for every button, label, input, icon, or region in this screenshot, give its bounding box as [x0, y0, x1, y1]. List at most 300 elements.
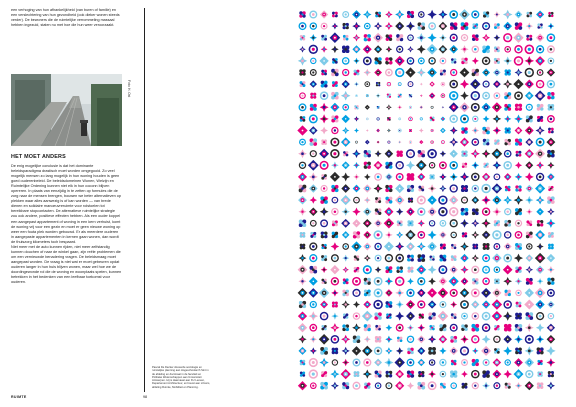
- pattern-motif: [472, 34, 479, 41]
- pattern-motif: [331, 312, 338, 319]
- pattern-motif: [363, 301, 371, 309]
- pattern-motif: [384, 218, 394, 228]
- pattern-motif: [461, 313, 468, 320]
- pattern-motif: [342, 46, 349, 53]
- pattern-motif: [427, 149, 437, 159]
- pattern-motif: [493, 115, 502, 124]
- pattern-motif: [364, 324, 371, 331]
- pattern-motif: [546, 358, 555, 367]
- pattern-motif: [515, 11, 523, 19]
- pattern-motif: [366, 118, 369, 121]
- pattern-motif: [503, 254, 512, 263]
- pattern-motif: [461, 185, 468, 192]
- pattern-motif: [330, 149, 339, 158]
- pattern-motif: [331, 208, 339, 216]
- pattern-motif: [354, 267, 360, 273]
- pattern-motif: [514, 115, 523, 124]
- pattern-motif: [493, 358, 501, 366]
- pattern-motif: [342, 104, 349, 111]
- pattern-motif: [405, 230, 415, 240]
- pattern-motif: [546, 219, 555, 228]
- pattern-motif: [364, 34, 371, 41]
- pattern-motif: [515, 220, 522, 227]
- pattern-motif: [377, 141, 380, 144]
- pattern-motif: [419, 128, 424, 133]
- pattern-motif: [525, 45, 535, 55]
- pattern-motif: [482, 312, 491, 321]
- pattern-motif: [332, 58, 338, 64]
- pattern-motif: [471, 103, 480, 112]
- pattern-motif: [481, 184, 491, 194]
- pattern-motif: [299, 92, 306, 99]
- pattern-motif: [309, 207, 318, 216]
- pattern-motif: [472, 116, 479, 123]
- pattern-motif: [385, 231, 393, 239]
- pattern-motif: [341, 137, 350, 146]
- pattern-motif: [505, 127, 511, 133]
- pattern-motif: [375, 150, 382, 157]
- pattern-motif: [310, 34, 317, 41]
- pattern-motif: [537, 360, 542, 365]
- pattern-motif: [407, 370, 414, 377]
- pattern-motif: [450, 289, 458, 297]
- pattern-motif: [395, 312, 404, 321]
- pattern-motif: [471, 266, 479, 274]
- pattern-motif: [493, 161, 502, 170]
- pattern-motif: [438, 288, 448, 298]
- pattern-motif: [406, 207, 414, 215]
- pattern-motif: [504, 220, 511, 227]
- pattern-motif: [332, 23, 339, 30]
- pattern-motif: [385, 277, 393, 285]
- pattern-motif: [503, 277, 512, 286]
- pattern-motif: [406, 21, 415, 30]
- pattern-motif: [321, 371, 327, 377]
- pattern-motif: [331, 335, 340, 344]
- pattern-motif: [319, 358, 328, 367]
- pattern-motif: [362, 311, 373, 322]
- pattern-motif: [460, 335, 468, 343]
- pattern-motif: [297, 125, 307, 135]
- pattern-motif: [332, 232, 338, 238]
- pattern-motif: [514, 56, 524, 66]
- pattern-motif: [405, 67, 415, 77]
- pattern-motif: [363, 219, 372, 228]
- pattern-motif: [375, 382, 382, 389]
- pattern-motif: [298, 56, 307, 65]
- pattern-motif: [439, 185, 446, 192]
- pattern-motif: [417, 254, 425, 262]
- pattern-motif: [364, 289, 371, 296]
- pattern-motif: [310, 196, 317, 203]
- pattern-motif: [472, 359, 479, 366]
- pattern-motif: [374, 173, 382, 181]
- pattern-motif: [330, 172, 340, 182]
- pattern-motif: [450, 370, 457, 377]
- pattern-motif: [352, 358, 360, 366]
- pattern-motif: [406, 161, 415, 170]
- pattern-motif: [439, 45, 448, 54]
- pattern-motif: [525, 149, 534, 158]
- pattern-motif: [407, 382, 414, 389]
- pattern-motif: [300, 244, 306, 250]
- pattern-motif: [331, 162, 339, 170]
- pattern-motif: [419, 140, 423, 144]
- pattern-motif: [438, 311, 449, 322]
- pattern-motif: [462, 383, 468, 389]
- pattern-motif: [374, 69, 382, 77]
- pattern-motif: [353, 197, 360, 204]
- pattern-motif: [354, 82, 359, 87]
- pattern-motif: [525, 323, 534, 332]
- pattern-motif: [374, 288, 383, 297]
- pattern-motif: [321, 266, 328, 273]
- pattern-motif: [310, 150, 317, 157]
- pattern-motif: [504, 115, 511, 122]
- pattern-motif: [547, 324, 555, 332]
- pattern-motif: [407, 359, 415, 367]
- pattern-motif: [482, 278, 490, 286]
- pattern-motif: [460, 114, 469, 123]
- pattern-motif: [309, 172, 318, 181]
- pattern-motif: [526, 185, 533, 192]
- pattern-motif: [493, 382, 500, 389]
- pattern-motif: [395, 184, 404, 193]
- pattern-motif: [298, 323, 307, 332]
- pattern-motif: [364, 23, 371, 30]
- pattern-motif: [352, 219, 360, 227]
- pattern-motif: [503, 370, 511, 378]
- pattern-motif: [460, 288, 469, 297]
- pattern-motif: [387, 82, 391, 86]
- pattern-motif: [395, 10, 404, 19]
- pattern-motif: [428, 22, 436, 30]
- pattern-motif: [460, 242, 469, 251]
- pattern-motif: [493, 126, 501, 134]
- pattern-motif: [363, 10, 372, 19]
- pattern-motif: [342, 11, 349, 18]
- pattern-motif: [396, 34, 403, 41]
- pattern-motif: [482, 69, 490, 77]
- pattern-motif: [417, 277, 425, 285]
- pattern-motif: [331, 242, 340, 251]
- pattern-motif: [396, 301, 404, 309]
- pattern-motif: [310, 104, 317, 111]
- pattern-motif: [386, 104, 392, 110]
- pattern-motif: [441, 82, 446, 87]
- pattern-motif: [342, 359, 349, 366]
- pattern-motif: [482, 22, 490, 30]
- pattern-motif: [451, 255, 457, 261]
- pattern-motif: [427, 10, 436, 19]
- pattern-motif: [472, 254, 479, 261]
- pattern-motif: [460, 172, 469, 181]
- pattern-motif: [342, 127, 349, 134]
- pattern-motif: [298, 347, 306, 355]
- pattern-motif: [362, 346, 372, 356]
- pattern-motif: [428, 312, 435, 319]
- pattern-motif: [525, 312, 533, 320]
- pattern-motif: [503, 33, 512, 42]
- pattern-motif: [299, 46, 306, 53]
- pattern-motif: [429, 359, 436, 366]
- pattern-motif: [385, 197, 392, 204]
- pattern-motif: [398, 94, 402, 98]
- pattern-motif: [331, 127, 338, 134]
- pattern-motif: [300, 371, 305, 376]
- pattern-motif: [373, 33, 383, 43]
- pattern-motif: [319, 149, 329, 159]
- pattern-motif: [439, 301, 446, 308]
- pattern-motif: [385, 266, 392, 273]
- pattern-motif: [442, 106, 444, 108]
- pattern-motif: [526, 35, 532, 41]
- pattern-motif: [492, 230, 501, 239]
- pattern-motif: [461, 359, 468, 366]
- pattern-motif: [395, 289, 404, 298]
- pattern-motif: [363, 243, 371, 251]
- pattern-motif: [547, 173, 554, 180]
- pattern-motif: [320, 114, 329, 123]
- pattern-motif: [420, 83, 423, 86]
- pattern-motif: [409, 94, 413, 98]
- pattern-motif: [471, 149, 480, 158]
- pattern-motif: [321, 279, 326, 284]
- pattern-motif: [331, 92, 339, 100]
- pattern-motif: [353, 162, 360, 169]
- pattern-motif: [450, 232, 457, 239]
- pattern-motif: [494, 23, 500, 29]
- pattern-motif: [320, 207, 329, 216]
- pattern-motif: [396, 324, 404, 332]
- pattern-motif: [547, 266, 554, 273]
- pattern-motif: [536, 138, 545, 147]
- pattern-motif: [354, 105, 358, 109]
- pattern-motif: [342, 243, 349, 250]
- pattern-motif: [310, 138, 318, 146]
- pattern-motif: [439, 359, 446, 366]
- pattern-motif: [375, 197, 381, 203]
- pattern-motif: [374, 161, 383, 170]
- pattern-motif: [504, 208, 511, 215]
- pattern-motif: [298, 277, 306, 285]
- pattern-motif: [364, 197, 371, 204]
- pattern-motif: [547, 278, 554, 285]
- pattern-motif: [526, 23, 533, 30]
- pattern-motif: [449, 161, 458, 170]
- pattern-motif: [503, 265, 513, 275]
- pattern-motif: [471, 173, 480, 182]
- pattern-motif: [525, 80, 534, 89]
- pattern-motif: [330, 323, 339, 332]
- pattern-motif: [503, 57, 512, 66]
- pattern-motif: [514, 195, 524, 205]
- pattern-motif: [547, 208, 554, 215]
- pattern-motif: [526, 278, 533, 285]
- pattern-motif: [460, 219, 469, 228]
- pattern-motif: [395, 370, 404, 379]
- pattern-motif: [525, 288, 534, 297]
- pattern-motif: [331, 115, 338, 122]
- pattern-motif: [548, 128, 554, 134]
- pattern-motif: [332, 302, 338, 308]
- pattern-motif: [494, 278, 500, 284]
- pattern-motif: [449, 102, 459, 112]
- pattern-motif: [310, 22, 318, 30]
- pattern-motif: [417, 242, 426, 251]
- pattern-motif: [451, 244, 456, 249]
- pattern-motif: [503, 300, 512, 309]
- pattern-motif: [385, 162, 392, 169]
- pattern-motif: [503, 346, 512, 355]
- pattern-motif: [428, 277, 436, 285]
- pattern-motif: [418, 220, 425, 227]
- pattern-motif: [440, 244, 446, 250]
- pattern-motif: [429, 162, 436, 169]
- pattern-motif: [343, 313, 348, 318]
- pattern-motif: [395, 381, 404, 390]
- pattern-motif: [419, 313, 424, 318]
- pattern-motif: [406, 312, 415, 321]
- pattern-motif: [525, 381, 534, 390]
- pattern-motif: [482, 266, 490, 274]
- column-rule: [144, 8, 145, 392]
- pattern-motif: [504, 173, 511, 180]
- pattern-motif: [363, 45, 372, 54]
- pattern-motif: [363, 56, 372, 65]
- pattern-motif: [536, 161, 544, 169]
- pattern-motif: [462, 163, 467, 168]
- pattern-motif: [407, 220, 413, 226]
- pattern-motif: [385, 301, 392, 308]
- pattern-motif: [481, 219, 490, 228]
- pattern-motif: [535, 230, 545, 240]
- pattern-motif: [537, 116, 543, 122]
- pattern-motif: [342, 208, 350, 216]
- pattern-motif: [385, 336, 392, 343]
- pattern-motif: [515, 162, 522, 169]
- pattern-motif: [409, 106, 412, 109]
- pattern-motif: [374, 277, 383, 286]
- pattern-motif: [310, 301, 317, 308]
- pattern-motif: [298, 381, 307, 390]
- pattern-motif: [548, 313, 555, 320]
- pattern-motif: [505, 69, 511, 75]
- pattern-motif: [548, 186, 553, 191]
- pattern-motif: [459, 9, 470, 20]
- pattern-motif: [342, 161, 350, 169]
- pattern-motif: [439, 324, 446, 331]
- pattern-motif: [439, 231, 446, 238]
- pattern-motif: [332, 359, 338, 365]
- pattern-motif: [299, 162, 306, 169]
- pattern-motif: [504, 150, 512, 158]
- pattern-motif: [546, 346, 556, 356]
- pattern-motif: [298, 208, 306, 216]
- pattern-motif: [449, 138, 458, 147]
- pattern-motif: [449, 115, 458, 124]
- pattern-motif: [374, 347, 382, 355]
- pattern-motif: [374, 57, 381, 64]
- pattern-motif: [309, 324, 317, 332]
- pattern-motif: [460, 300, 469, 309]
- pattern-motif: [299, 220, 306, 227]
- pattern-motif: [547, 115, 555, 123]
- pattern-motif: [385, 22, 393, 30]
- pattern-motif: [300, 81, 306, 87]
- pattern-motif: [461, 371, 468, 378]
- pattern-motif: [505, 186, 511, 192]
- pattern-motif: [407, 255, 414, 262]
- pattern-motif: [384, 242, 394, 252]
- pattern-motif: [547, 68, 555, 76]
- pattern-motif: [515, 324, 522, 331]
- pattern-motif: [418, 359, 425, 366]
- pattern-motif: [308, 160, 319, 171]
- pattern-motif: [472, 69, 479, 76]
- pattern-motif: [319, 56, 328, 65]
- pattern-motif: [503, 22, 512, 31]
- pattern-motif: [385, 57, 392, 64]
- pattern-motif: [309, 266, 317, 274]
- pattern-motif: [376, 129, 380, 133]
- pattern-motif: [429, 81, 434, 86]
- pattern-motif: [407, 278, 414, 285]
- pattern-motif: [547, 80, 555, 88]
- pattern-motif: [536, 323, 545, 332]
- pattern-motif: [353, 301, 360, 308]
- pattern-motif: [385, 382, 392, 389]
- pattern-motif: [525, 346, 534, 355]
- pattern-motif: [320, 382, 328, 390]
- pattern-motif: [320, 91, 329, 100]
- pattern-motif: [440, 371, 447, 378]
- pattern-motif: [428, 57, 435, 64]
- pattern-motif: [331, 69, 339, 77]
- pattern-motif: [385, 254, 393, 262]
- pattern-motif: [461, 277, 469, 285]
- pattern-motif: [365, 105, 370, 110]
- pattern-motif: [319, 288, 329, 298]
- pattern-motif: [398, 140, 401, 143]
- pattern-motif: [320, 103, 329, 112]
- pattern-motif: [300, 116, 306, 122]
- pattern-motif: [492, 370, 501, 379]
- pattern-motif: [535, 300, 544, 309]
- pattern-motif: [321, 81, 328, 88]
- pattern-motif: [441, 93, 446, 98]
- pattern-motif: [461, 22, 469, 30]
- pattern-motif: [341, 335, 350, 344]
- pattern-motif: [483, 139, 490, 146]
- pattern-motif: [321, 139, 327, 145]
- pattern-motif: [440, 383, 446, 389]
- pattern-motif: [396, 208, 403, 215]
- pattern-artwork: [288, 0, 576, 407]
- pattern-motif: [343, 23, 349, 29]
- pattern-motif: [451, 360, 457, 366]
- pattern-motif: [547, 335, 556, 344]
- pattern-motif: [460, 91, 469, 100]
- pattern-motif: [309, 369, 318, 378]
- pattern-motif: [309, 184, 318, 193]
- pattern-motif: [460, 346, 469, 355]
- pattern-motif: [374, 45, 382, 53]
- pattern-motif: [386, 324, 393, 331]
- pattern-motif: [449, 10, 458, 19]
- pattern-motif: [406, 242, 415, 251]
- pattern-motif: [515, 243, 522, 250]
